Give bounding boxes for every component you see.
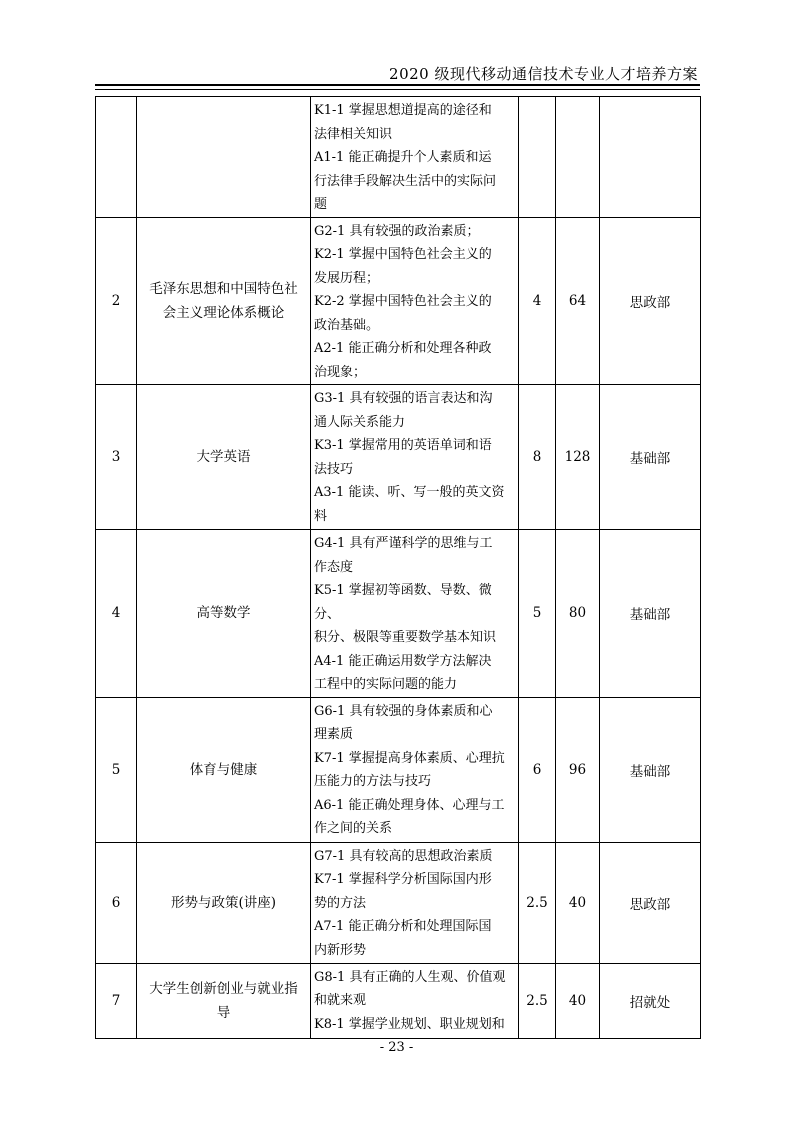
course-number-cell: 4 — [96, 530, 137, 698]
table-row — [96, 385, 701, 530]
objective-line: 行法律手段解决生活中的实际问 — [314, 173, 497, 189]
objective-line: A3-1 能读、听、写一般的英文资 — [314, 485, 505, 500]
course-objectives-cell — [311, 385, 519, 530]
header-rule-thin — [95, 89, 700, 90]
table-row — [96, 842, 701, 963]
objective-line: 通人际关系能力 — [314, 414, 406, 430]
course-credits-cell — [519, 97, 556, 218]
course-credits-cell: 8 — [519, 385, 556, 530]
page-number: - 23 - — [379, 1040, 414, 1055]
course-objectives-cell — [311, 217, 519, 385]
course-hours-cell: 96 — [556, 697, 600, 842]
course-objectives-cell — [311, 842, 519, 963]
objective-line: 工程中的实际问题的能力 — [314, 677, 458, 692]
objective-line: G8-1 具有正确的人生观、价值观 — [314, 969, 506, 985]
course-hours-cell: 40 — [556, 963, 600, 1038]
objective-line: 势的方法 — [314, 895, 367, 911]
objective-line: A4-1 能正确运用数学方法解决 — [314, 653, 492, 669]
table-row — [96, 697, 701, 842]
objective-line: 法技巧 — [314, 461, 354, 477]
table-row — [96, 217, 701, 385]
course-number-cell: 2 — [96, 217, 137, 385]
course-name-cell: 毛泽东思想和中国特色社会主义理论体系概论 — [137, 217, 311, 385]
course-hours-cell: 128 — [556, 385, 600, 530]
objective-line: 题 — [314, 197, 328, 212]
course-department-cell: 基础部 — [600, 385, 701, 530]
course-name-cell: 体育与健康 — [137, 697, 311, 842]
course-hours-cell: 40 — [556, 842, 600, 963]
course-number-cell: 7 — [96, 963, 137, 1038]
objective-line: K5-1 掌握初等函数、导数、微分、 — [314, 583, 492, 622]
header-rule-thick — [95, 84, 700, 86]
course-objectives-cell — [311, 97, 519, 218]
objective-line: K7-1 掌握提高身体素质、心理抗 — [314, 750, 505, 766]
course-name-cell — [137, 97, 311, 218]
objective-line: 内新形势 — [314, 942, 367, 958]
objective-line: K7-1 掌握科学分析国际国内形 — [314, 872, 492, 887]
objective-line: 压能力的方法与技巧 — [314, 774, 432, 789]
objective-line: 法律相关知识 — [314, 126, 393, 142]
objective-line: G3-1 具有较强的语言表达和沟 — [314, 391, 493, 406]
objective-line: G7-1 具有较高的思想政治素质 — [314, 848, 493, 864]
objective-line: 积分、极限等重要数学基本知识 — [314, 630, 497, 645]
course-name-cell: 大学英语 — [137, 385, 311, 530]
course-hours-cell — [556, 97, 600, 218]
objective-line: G4-1 具有严谨科学的思维与工 — [314, 536, 493, 551]
course-credits-cell: 2.5 — [519, 842, 556, 963]
objective-line: 发展历程； — [314, 270, 380, 286]
course-number-cell: 3 — [96, 385, 137, 530]
document-header-title: 2020 级现代移动通信技术专业人才培养方案 — [389, 65, 698, 83]
objective-line: K2-1 掌握中国特色社会主义的 — [314, 247, 492, 262]
objective-line: G2-1 具有较强的政治素质； — [314, 223, 480, 239]
course-number-cell: 6 — [96, 842, 137, 963]
course-department-cell: 基础部 — [600, 530, 701, 698]
course-objectives-cell — [311, 530, 519, 698]
objective-line: A2-1 能正确分析和处理各种政 — [314, 341, 492, 356]
table-row — [96, 530, 701, 698]
course-department-cell: 招就处 — [600, 963, 701, 1038]
course-credits-cell: 2.5 — [519, 963, 556, 1038]
objective-line: 作态度 — [314, 559, 354, 575]
objective-line: A6-1 能正确处理身体、心理与工 — [314, 797, 505, 813]
objective-line: 料 — [314, 508, 328, 524]
course-table-body — [96, 97, 701, 1039]
objective-line: K3-1 掌握常用的英语单词和语 — [314, 438, 492, 453]
course-credits-cell: 5 — [519, 530, 556, 698]
course-name-cell: 高等数学 — [137, 530, 311, 698]
objective-line: K2-2 掌握中国特色社会主义的 — [314, 294, 492, 309]
course-name-cell: 形势与政策(讲座) — [137, 842, 311, 963]
objective-line: 治现象； — [314, 364, 367, 380]
course-credits-cell: 4 — [519, 217, 556, 385]
course-number-cell: 5 — [96, 697, 137, 842]
objective-line: 政治基础。 — [314, 317, 380, 333]
objective-line: 理素质 — [314, 727, 354, 742]
course-name-cell: 大学生创新创业与就业指导 — [137, 963, 311, 1038]
course-credits-cell: 6 — [519, 697, 556, 842]
course-table — [95, 96, 701, 1039]
course-number-cell — [96, 97, 137, 218]
course-department-cell — [600, 97, 701, 218]
course-department-cell: 思政部 — [600, 842, 701, 963]
course-hours-cell: 64 — [556, 217, 600, 385]
course-department-cell: 思政部 — [600, 217, 701, 385]
table-row — [96, 97, 701, 218]
objective-line: 和就来观 — [314, 993, 367, 1008]
objective-line: A7-1 能正确分析和处理国际国 — [314, 919, 492, 934]
course-objectives-cell — [311, 963, 519, 1038]
course-department-cell: 基础部 — [600, 697, 701, 842]
objective-line: G6-1 具有较强的身体素质和心 — [314, 703, 493, 719]
objective-line: K8-1 掌握学业规划、职业规划和 — [314, 1016, 505, 1032]
table-row — [96, 963, 701, 1038]
course-hours-cell: 80 — [556, 530, 600, 698]
objective-line: 作之间的关系 — [314, 821, 393, 836]
objective-line: K1-1 掌握思想道提高的途径和 — [314, 103, 492, 118]
objective-line: A1-1 能正确提升个人素质和运 — [314, 150, 492, 165]
course-objectives-cell — [311, 697, 519, 842]
